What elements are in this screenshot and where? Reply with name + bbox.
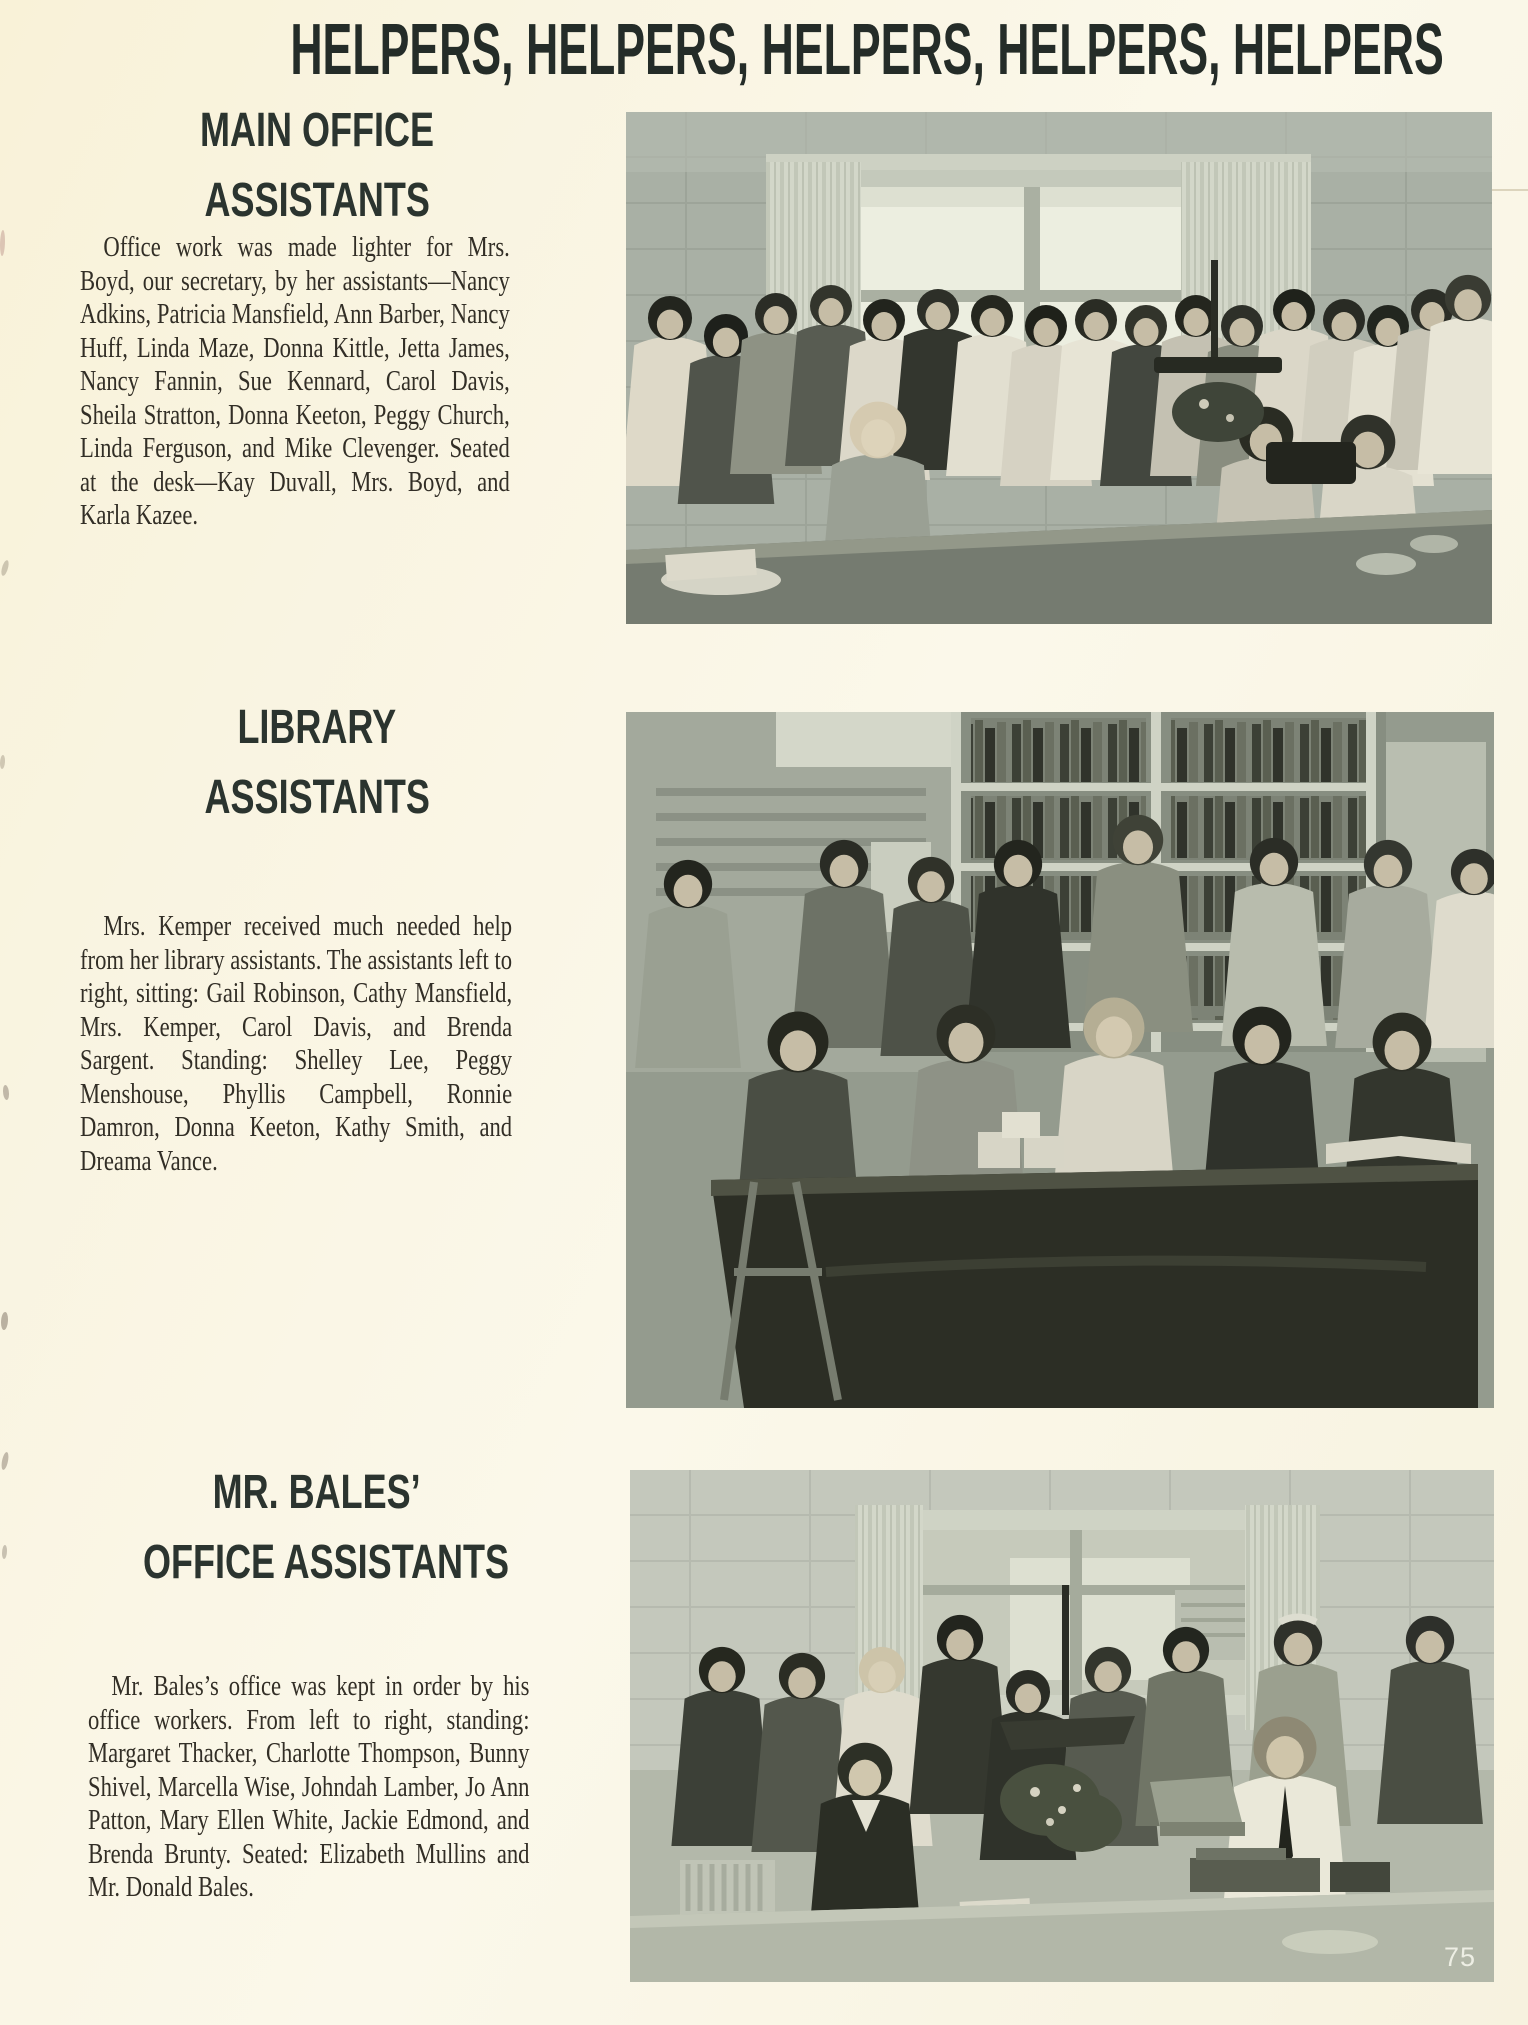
main-office-paragraph: Office work was made lighter for Mrs. Boyd, our secretary, by her assistants—Nancy Adkins, Patricia Mansfield, Ann Barber, Nancy Huff, Linda Maze, Donna Kittle, Jetta James, Nancy Fannin, Sue Kennard, Carol Davis, Sheila Stratton, Donna Keeton, Peggy Church, Linda Ferguson, and Mike Clevenger. Seated at the desk—Kay Duvall, Mrs. Boyd, and Karla Kazee. [80, 231, 510, 531]
page-number: 75 [1444, 1942, 1477, 1972]
edge-mark [1, 1312, 8, 1330]
mr-bales-photo [630, 1470, 1494, 1982]
edge-mark [0, 230, 5, 256]
main-office-photo [626, 112, 1492, 624]
mr-bales-heading [82, 1458, 552, 1598]
library-heading-line2: ASSISTANTS [204, 771, 430, 824]
edge-mark [1, 1452, 9, 1471]
main-office-heading-line1: MAIN OFFICE [199, 104, 434, 157]
edge-mark [2, 1085, 11, 1101]
radiator [680, 1860, 775, 1915]
main-office-heading-line2: ASSISTANTS [204, 174, 430, 227]
mr-bales-heading-line2: OFFICE ASSISTANTS [143, 1536, 510, 1589]
edge-mark [0, 755, 5, 769]
library-table [711, 1164, 1478, 1408]
page-crease-line [1492, 189, 1528, 191]
mr-bales-heading-line1: MR. BALES’ [212, 1466, 422, 1519]
mr-bales-paragraph: Mr. Bales’s office was kept in order by his office workers. From left to right, standing: Margaret Thacker, Charlotte Thompson, Bunny Shivel, Marcella Wise, Johndah Lamber, Jo Ann Patton, Mary Ellen White, Jackie Edmond, and Brenda Brunty. Seated: Elizabeth Mullins and Mr. Donald Bales. [88, 1670, 530, 1903]
main-office-photo-image [626, 112, 1492, 624]
page-title: HELPERS, HELPERS, HELPERS, HELPERS, HELPERS [290, 10, 1444, 90]
adding-machine [1150, 1776, 1245, 1836]
edge-mark [2, 1545, 7, 1559]
library-photo-image [626, 712, 1494, 1408]
edge-mark [0, 560, 9, 577]
mr-bales-photo-image [630, 1470, 1494, 1982]
library-paragraph: Mrs. Kemper received much needed help from her library assistants. The assistants left to right, sitting: Gail Robinson, Cathy Mansfield, Mrs. Kemper, Carol Davis, and Brenda Sargent. Standing: Shelley Lee, Peggy Menshouse, Phyllis Campbell, Ronnie Damron, Donna Keeton, Kathy Smith, and Dreama Vance. [80, 910, 513, 1177]
main-office-heading [82, 96, 552, 236]
library-photo [626, 712, 1494, 1408]
library-heading-line1: LIBRARY [237, 701, 397, 754]
library-heading [82, 693, 552, 833]
